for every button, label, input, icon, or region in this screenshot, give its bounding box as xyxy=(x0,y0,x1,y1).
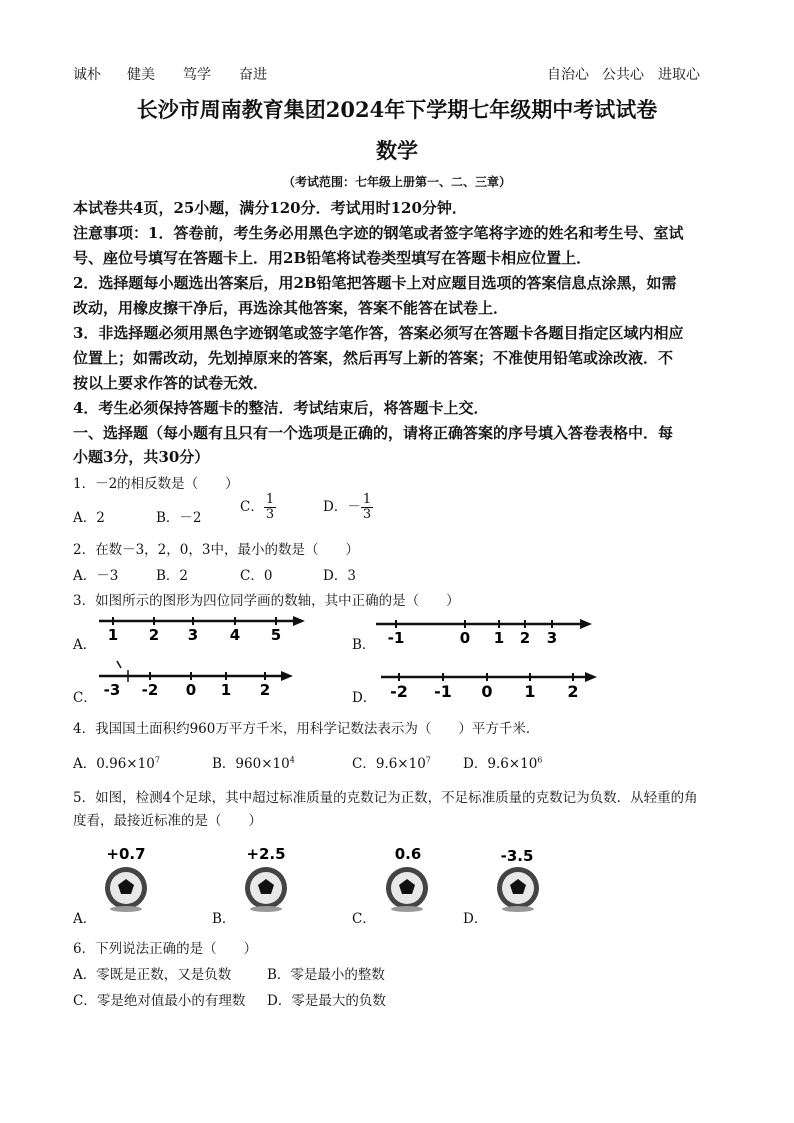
q2-option-d: D．3 xyxy=(323,568,356,584)
notice-line-6: 位置上；如需改动，先划掉原来的答案，然后再写上新的答案；不准使用铅笔或涂改液．不 xyxy=(73,349,674,367)
q1-c-numerator: 1 xyxy=(265,492,275,507)
soccer-ball-icon xyxy=(381,865,433,913)
q4-option-c xyxy=(352,752,431,772)
q4-option-b xyxy=(212,752,295,772)
notice-line-1: 注意事项：1．答卷前，考生务必用黑色字迹的钢笔或者签字笔将字迹的姓名和考生号、室试 xyxy=(73,224,684,242)
motto-right-2: 公共心 xyxy=(602,67,644,83)
q5-label-a: A． xyxy=(73,911,97,927)
axis-c-tick-label: -2 xyxy=(141,681,159,699)
q6-option-d: D．零是最大的负数 xyxy=(267,993,386,1009)
q6-option-a: A．零既是正数，又是负数 xyxy=(73,967,232,983)
q3-label-c: C． xyxy=(73,690,97,706)
q5-label-d: D． xyxy=(463,911,488,927)
q1-option-d xyxy=(323,493,373,522)
q1-c-denominator: 3 xyxy=(265,507,275,522)
q1-option-c-label: C． xyxy=(240,499,264,515)
q1-option-d-label: D．－ xyxy=(323,499,361,515)
q6-stem: 6．下列说法正确的是（ ） xyxy=(73,941,258,957)
q3-label-a: A． xyxy=(73,637,97,653)
q1-option-d-fraction xyxy=(361,493,373,522)
q2-stem: 2．在数－3，2，0，3中，最小的数是（ ） xyxy=(73,542,359,558)
q6-option-b: B．零是最小的整数 xyxy=(267,967,385,983)
axis-b-tick-label: 1 xyxy=(493,629,505,646)
exam-subject: 数学 xyxy=(376,138,418,163)
axis-a-tick-label: 2 xyxy=(148,626,160,644)
axis-c-tick-label: 1 xyxy=(220,681,232,699)
section-heading-line-2: 小题3分，共30分） xyxy=(73,448,210,466)
axis-d-tick-label: -1 xyxy=(434,682,452,701)
number-line-c xyxy=(95,658,300,700)
q4-d-exponent: 6 xyxy=(537,755,543,765)
q5-value-b-text: +2.5 xyxy=(246,845,286,863)
q1-d-numerator: 1 xyxy=(362,492,372,507)
notice-line-5: 3．非选择题必须用黑色字迹钢笔或签字笔作答，答案必须写在答题卡各题目指定区域内相应 xyxy=(73,324,684,342)
exam-summary: 本试卷共4页，25小题，满分120分．考试用时120分钟． xyxy=(73,199,467,217)
q4-c-base: C．9.6×10 xyxy=(352,756,426,772)
q4-option-a xyxy=(73,752,160,772)
exam-scope: （考试范围：七年级上册第一、二、三章） xyxy=(282,175,511,189)
number-line-b xyxy=(372,612,597,646)
q2-option-a: A．－3 xyxy=(73,568,119,584)
q5-value-c-text: 0.6 xyxy=(394,845,422,863)
q1-d-denominator: 3 xyxy=(362,507,372,522)
axis-c-tick-label: 0 xyxy=(185,681,197,699)
axis-a-tick-label: 4 xyxy=(229,626,241,644)
q1-option-a: A．2 xyxy=(73,510,105,526)
section-heading-line-1: 一、选择题（每小题有且只有一个选项是正确的，请将正确答案的序号填入答卷表格中．每 xyxy=(73,424,674,442)
q4-d-base: D．9.6×10 xyxy=(463,756,538,772)
q5-value-a-text: +0.7 xyxy=(106,845,146,863)
axis-b-tick-label: 0 xyxy=(459,629,471,646)
q1-option-c xyxy=(240,493,276,522)
q1-option-c-fraction xyxy=(264,493,276,522)
number-line-a xyxy=(95,612,310,646)
axis-b-tick-label: 3 xyxy=(546,629,558,646)
q4-a-base: A．0.96×10 xyxy=(73,756,155,772)
axis-a-tick-label: 1 xyxy=(107,626,119,644)
q5-label-b: B． xyxy=(212,911,236,927)
axis-d-tick-label: -2 xyxy=(390,682,408,701)
q6-option-c: C．零是绝对值最小的有理数 xyxy=(73,993,246,1009)
notice-line-8: 4．考生必须保持答题卡的整洁．考试结束后，将答题卡上交． xyxy=(73,399,489,417)
motto-right-3: 进取心 xyxy=(658,67,700,83)
axis-d-tick-label: 1 xyxy=(524,682,536,701)
q4-b-base: B．960×10 xyxy=(212,756,290,772)
motto-right-1: 自治心 xyxy=(547,67,589,83)
notice-line-3: 2．选择题每小题选出答案后，用2B铅笔把答题卡上对应题目选项的答案信息点涂黑，如需 xyxy=(73,274,677,292)
motto-left-4: 奋进 xyxy=(239,67,267,83)
axis-d-tick-label: 2 xyxy=(567,682,579,701)
q5-value-d-text: -3.5 xyxy=(500,847,534,865)
q5-stem-line-2: 度看，最接近标准的是（ ） xyxy=(73,813,262,829)
q5-stem-line-1: 5．如图，检测4个足球，其中超过标准质量的克数记为正数，不足标准质量的克数记为负数．从轻重的角 xyxy=(73,790,698,806)
motto-left-2: 健美 xyxy=(127,67,155,83)
exam-title: 长沙市周南教育集团2024年下学期七年级期中考试试卷 xyxy=(136,97,658,122)
q3-label-d: D． xyxy=(352,690,377,706)
q4-stem: 4．我国国土面积约960万平方千米，用科学记数法表示为（ ）平方千米． xyxy=(73,721,540,737)
axis-c-tick-label: 2 xyxy=(259,681,271,699)
q2-option-b: B．2 xyxy=(156,568,189,584)
q5-label-c: C． xyxy=(352,911,376,927)
notice-line-7: 按以上要求作答的试卷无效． xyxy=(73,374,269,392)
soccer-ball-icon xyxy=(100,865,152,913)
axis-d-tick-label: 0 xyxy=(481,682,493,701)
q1-option-b: B．－2 xyxy=(156,510,202,526)
axis-c-tick-label: -3 xyxy=(103,681,121,699)
q2-option-c: C．0 xyxy=(240,568,273,584)
soccer-ball-icon xyxy=(492,865,544,913)
q4-option-d xyxy=(463,752,542,772)
q1-stem: 1．－2的相反数是（ ） xyxy=(73,476,239,492)
q4-a-exponent: 7 xyxy=(154,755,160,765)
q3-label-b: B． xyxy=(352,637,376,653)
q4-c-exponent: 7 xyxy=(425,755,431,765)
number-line-d xyxy=(377,666,602,702)
q4-b-exponent: 4 xyxy=(289,755,295,765)
axis-a-tick-label: 5 xyxy=(270,626,282,644)
axis-a-tick-label: 3 xyxy=(187,626,199,644)
soccer-ball-icon xyxy=(240,865,292,913)
q3-stem: 3．如图所示的图形为四位同学画的数轴，其中正确的是（ ） xyxy=(73,593,460,609)
axis-b-tick-label: -1 xyxy=(387,629,405,646)
axis-b-tick-label: 2 xyxy=(519,629,531,646)
motto-left-1: 诚朴 xyxy=(73,67,101,83)
notice-line-4: 改动，用橡皮擦干净后，再选涂其他答案，答案不能答在试卷上． xyxy=(73,299,509,317)
motto-left-3: 笃学 xyxy=(183,67,211,83)
notice-line-2: 号、座位号填写在答题卡上．用2B铅笔将试卷类型填写在答题卡相应位置上． xyxy=(73,249,592,267)
